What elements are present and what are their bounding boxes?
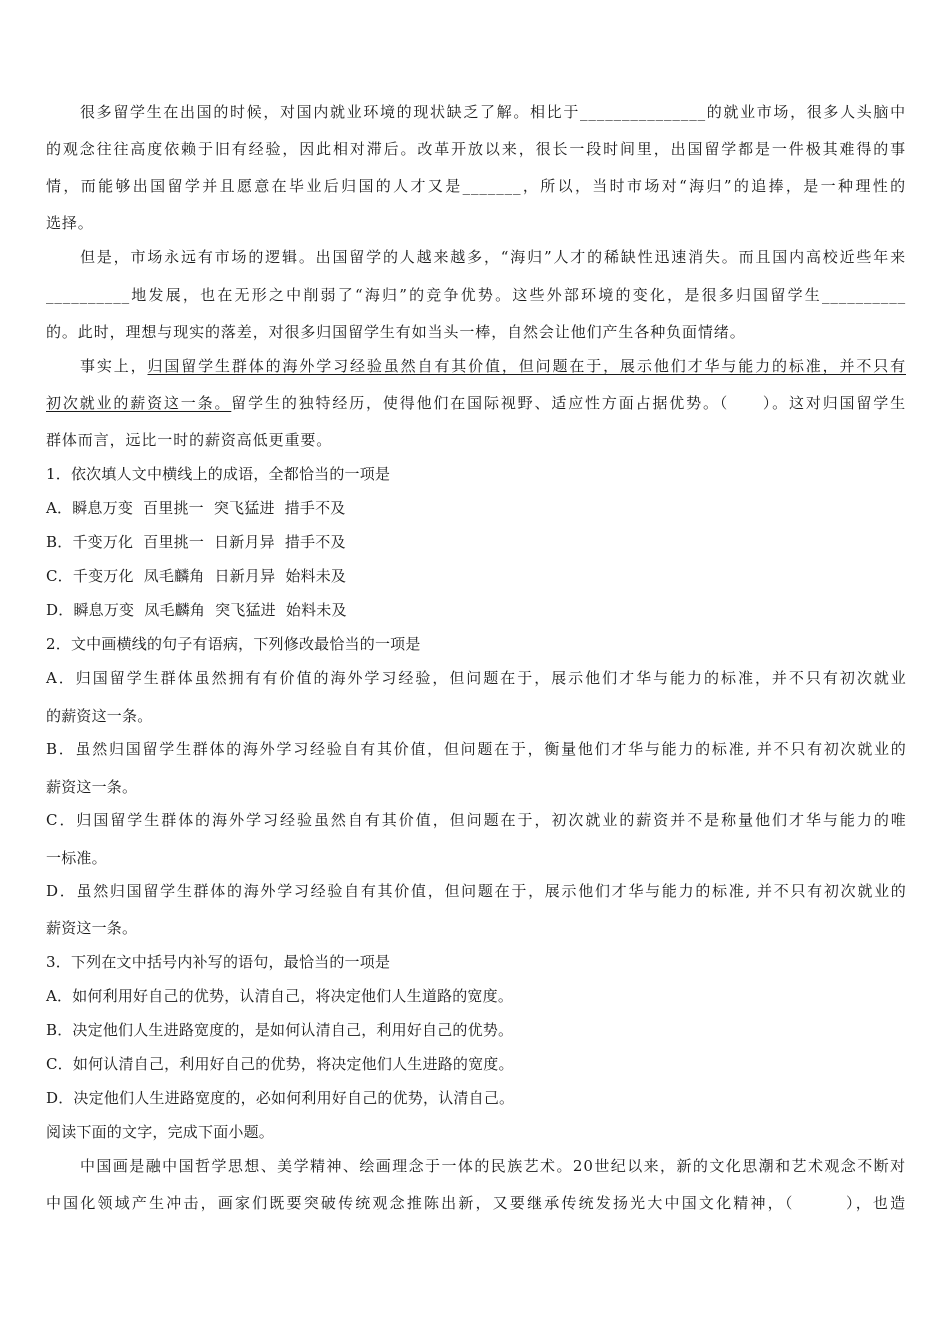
idiom: 始料未及 bbox=[285, 567, 347, 585]
q3-option-b: B．决定他们人生进路宽度的，是如何认清自己，利用好自己的优势。 bbox=[46, 1021, 514, 1039]
option-letter: D． bbox=[46, 601, 74, 619]
idiom: 瞬息万变 bbox=[73, 601, 135, 619]
idiom: 始料未及 bbox=[285, 601, 347, 619]
idiom: 凤毛麟角 bbox=[143, 567, 205, 585]
passage1-p1-line1: 很多留学生在出国的时候，对国内就业环境的现状缺乏了解。相比于_______________的就业市场，很多人头脑中 bbox=[80, 103, 906, 121]
q2-option-d-line1: D．虽然归国留学生群体的海外学习经验自有其价值，但问题在于，展示他们才华与能力的标准, 并不只有初次就业的 bbox=[46, 882, 906, 900]
q3-option-d: D．决定他们人生进路宽度的，必如何利用好自己的优势，认清自己。 bbox=[46, 1089, 515, 1107]
q1-option-a bbox=[46, 498, 906, 518]
option-letter: A． bbox=[46, 499, 73, 517]
q3-option-c: C．如何认清自己，利用好自己的优势，将决定他们人生进路的宽度。 bbox=[46, 1055, 514, 1073]
p3-continuation: 留学生的独特经历，使得他们在国际视野、适应性方面占据优势。（ ）。这对归国留学生 bbox=[231, 394, 906, 412]
q2-option-b-line2: 薪资这一条。 bbox=[46, 778, 138, 796]
passage1-p2-line1: 但是，市场永远有市场的逻辑。出国留学的人越来越多，“海归”人才的稀缺性迅速消失。而且国内高校近些年来 bbox=[80, 248, 906, 266]
idiom: 百里挑一 bbox=[143, 499, 204, 517]
q2-option-c-line2: 一标准。 bbox=[46, 849, 107, 867]
q2-stem: 2．文中画横线的句子有语病，下列修改最恰当的一项是 bbox=[46, 635, 421, 653]
q2-option-d-line2: 薪资这一条。 bbox=[46, 919, 138, 937]
q3-option-a: A．如何利用好自己的优势，认清自己，将决定他们人生道路的宽度。 bbox=[46, 987, 514, 1005]
passage1-p3-line3: 群体而言，远比一时的薪资高低更重要。 bbox=[46, 431, 333, 449]
idiom: 日新月异 bbox=[214, 533, 275, 551]
option-letter: C． bbox=[46, 567, 73, 585]
option-letter: B． bbox=[46, 533, 73, 551]
idiom: 突飞猛进 bbox=[215, 601, 276, 619]
idiom: 凤毛麟角 bbox=[144, 601, 206, 619]
idiom: 日新月异 bbox=[214, 567, 276, 585]
passage1-p3-line1 bbox=[80, 356, 906, 376]
passage1-p1-line3: 情，而能够出国留学并且愿意在毕业后归国的人才又是_______，所以，当时市场对“海归”的追捧，是一种理性的 bbox=[46, 177, 906, 195]
underlined-sentence-part2: 初次就业的薪资这一条。 bbox=[46, 394, 232, 412]
idiom: 措手不及 bbox=[284, 499, 346, 517]
underlined-sentence-part1: 归国留学生群体的海外学习经验虽然自有其价值，但问题在于，展示他们才华与能力的标准，并不只有 bbox=[147, 357, 906, 375]
q1-option-d bbox=[46, 600, 906, 620]
reading-line1: 中国画是融中国哲学思想、美学精神、绘画理念于一体的民族艺术。20世纪以来，新的文化思潮和艺术观念不断对 bbox=[80, 1157, 906, 1175]
q3-stem: 3．下列在文中括号内补写的语句，最恰当的一项是 bbox=[46, 953, 391, 971]
q2-option-b-line1: B．虽然归国留学生群体的海外学习经验自有其价值，但问题在于，衡量他们才华与能力的标准, 并不只有初次就业的 bbox=[46, 740, 906, 758]
idiom: 千变万化 bbox=[72, 533, 134, 551]
q1-stem: 1．依次填人文中横线上的成语，全都恰当的一项是 bbox=[46, 465, 391, 483]
idiom: 千变万化 bbox=[72, 567, 134, 585]
reading-instruction: 阅读下面的文字，完成下面小题。 bbox=[46, 1123, 275, 1141]
q2-option-c-line1: C．归国留学生群体的海外学习经验虽然自有其价值，但问题在于，初次就业的薪资并不是称量他们才华与能力的唯 bbox=[46, 811, 906, 829]
q2-option-a-line1: A．归国留学生群体虽然拥有有价值的海外学习经验，但问题在于，展示他们才华与能力的标准，并不只有初次就业 bbox=[46, 669, 906, 687]
idiom: 突飞猛进 bbox=[213, 499, 275, 517]
idiom: 百里挑一 bbox=[143, 533, 205, 551]
passage1-p2-line2: __________地发展，也在无形之中削弱了“海归”的竞争优势。这些外部环境的变化，是很多归国留学生__________ bbox=[46, 286, 906, 304]
idiom: 措手不及 bbox=[284, 533, 346, 551]
passage1-p2-line3: 的。此时，理想与现实的落差，对很多归国留学生有如当头一棒，自然会让他们产生各种负面情绪。 bbox=[46, 323, 746, 341]
q1-option-c bbox=[46, 566, 906, 586]
q2-option-a-line2: 的薪资这一条。 bbox=[46, 707, 153, 725]
passage1-p1-line4: 选择。 bbox=[46, 214, 94, 232]
q1-option-b bbox=[46, 532, 906, 552]
p3-lead: 事实上， bbox=[80, 357, 148, 375]
passage1-p1-line2: 的观念往往高度依赖于旧有经验，因此相对滞后。改革开放以来，很长一段时间里，出国留学都是一件极其难得的事 bbox=[46, 140, 906, 158]
passage1-p3-line2 bbox=[46, 393, 906, 413]
reading-line2: 中国化领域产生冲击，画家们既要突破传统观念推陈出新，又要继承传统发扬光大中国文化精神，（ ），也造 bbox=[46, 1194, 906, 1212]
idiom: 瞬息万变 bbox=[72, 499, 134, 517]
